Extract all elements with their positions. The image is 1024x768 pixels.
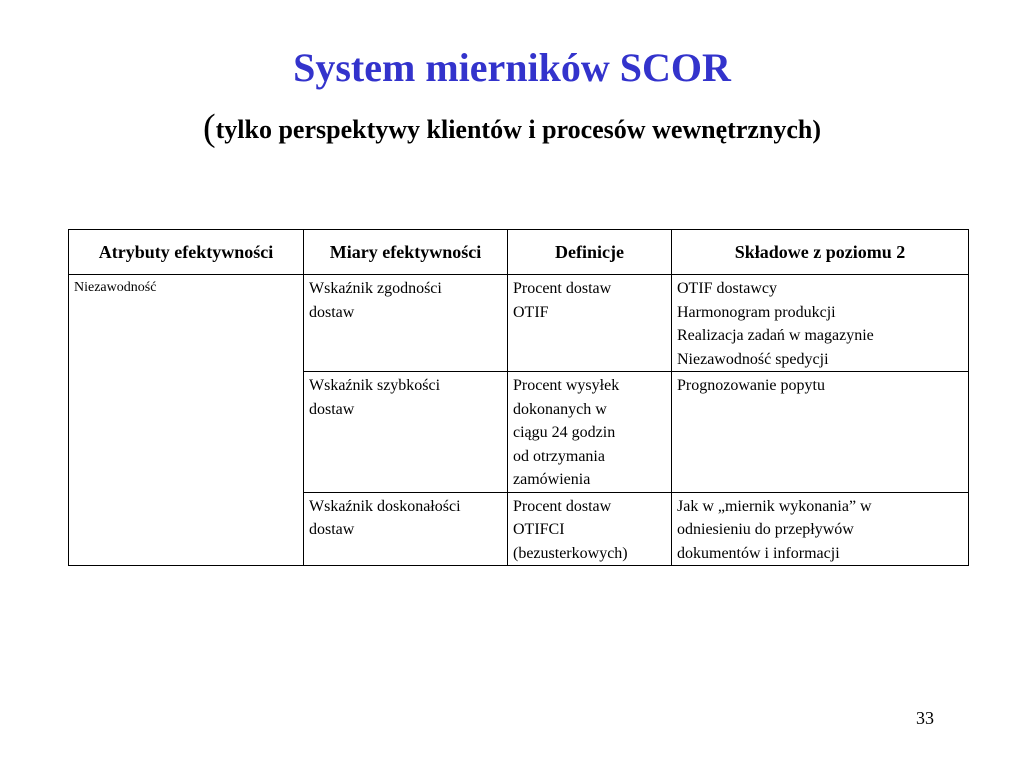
measure-line: dostaw [309,303,355,321]
definition-line: OTIF [513,303,549,321]
header-definitions: Definicje [508,230,672,275]
definition-cell [508,492,672,566]
definition-line: Procent wysyłek [513,377,620,394]
components-cell [672,275,969,372]
page-number: 33 [916,708,934,728]
subtitle-close-paren: ) [812,115,822,144]
component-line: Prognozowanie popytu [677,377,825,394]
header-attributes: Atrybuty efektywności [69,230,304,275]
definition-cell [508,372,672,493]
measure-line: Wskaźnik szybkości [309,377,441,394]
attribute-cell: Niezawodność [69,275,304,566]
measure-line: dostaw [309,400,355,418]
component-line: Realizacja zadań w magazynie [677,327,874,344]
definition-line: od otrzymania [513,447,605,465]
measure-line: Wskaźnik doskonałości [309,497,461,515]
measure-cell [304,275,508,372]
definition-line: Procent dostaw [513,497,612,515]
component-line: Niezawodność spedycji [677,350,829,368]
measure-cell [304,492,508,566]
measure-line: dostaw [309,521,355,538]
component-line: dokumentów i informacji [677,544,840,562]
subtitle-open-paren: ( [202,107,216,149]
definition-line: zamówienia [513,471,591,488]
measure-line: Wskaźnik zgodności [309,280,442,297]
components-cell [672,372,969,493]
table-header-row [69,230,969,275]
table-row [69,275,969,372]
definition-line: Procent dostaw [513,280,612,297]
header-measures: Miary efektywności [304,230,508,275]
definition-line: dokonanych w [513,400,607,418]
definition-line: (bezusterkowych) [513,544,628,562]
component-line: Harmonogram produkcji [677,303,836,321]
slide-title: System mierników SCOR [293,45,731,90]
definition-cell [508,275,672,372]
component-line: Jak w „miernik wykonania” w [677,497,872,515]
scor-metrics-table [68,229,969,566]
subtitle-text: tylko perspektywy klientów i procesów wewnętrznych [215,115,813,144]
component-line: OTIF dostawcy [677,280,777,297]
slide-subtitle [0,104,1024,154]
component-line: odniesieniu do przepływów [677,521,854,538]
definition-line: OTIFCI [513,521,565,538]
header-components: Składowe z poziomu 2 [672,230,969,275]
definition-line: ciągu 24 godzin [513,424,616,441]
components-cell [672,492,969,566]
measure-cell [304,372,508,493]
